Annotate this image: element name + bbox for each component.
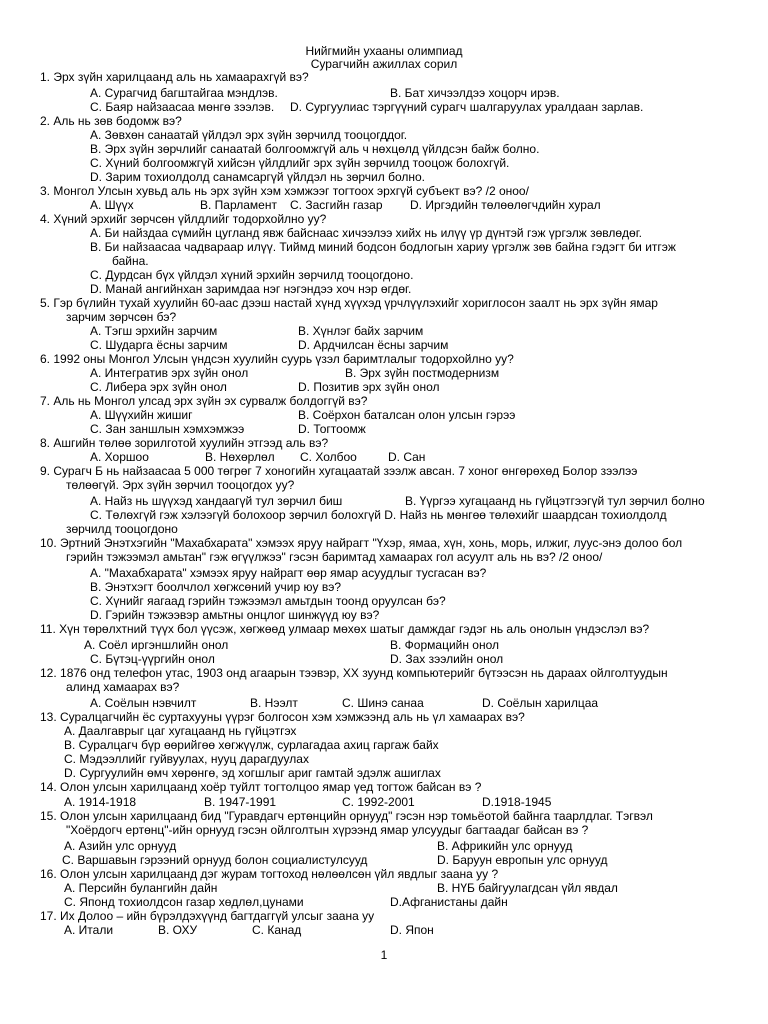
text-line: 13. Суралцагчийн ёс суртахууны үүрэг болгосон хэм хэмжээнд аль нь үл хамаарах вэ? [40,710,525,724]
text-line: B. Суралцагч бүр өөрийгөө хөгжүүлж, сурлагадаа ахиц гаргаж байх [64,738,439,752]
text-line: B. Нөхөрлөл [205,450,275,464]
text-line: D. Иргэдийн төлөөлөгчдийн хурал [410,198,601,212]
text-line: C. Шударга ёсны зарчим [90,338,228,352]
text-line: B. НҮБ байгуулагдсан үйл явдал [437,881,618,895]
text-line: A. "Махабхарата" хэмээх яруу найрагт өөр ямар асуудлыг тусгасан вэ? [90,566,487,580]
text-line: A. Соёлын нэвчилт [90,696,197,710]
text-line: B. Соёрхон баталсан олон улсын гэрээ [298,408,516,422]
text-line: B. ОХУ [158,923,198,937]
text-line: C. Бүтэц-үүргийн онол [90,652,215,666]
text-line: D. Соёлын харилцаа [482,696,599,710]
text-line: B. Нээлт [250,696,298,710]
text-line: A. Персийн булангийн дайн [64,881,218,895]
text-line: алинд хамаарах вэ? [66,680,180,694]
text-line: B. Бат хичээлдээ хоцорч ирэв. [390,86,560,100]
text-line: C. Японд тохиолдсон газар хөдлөл,цунами [64,895,304,909]
text-line: "Хоёрдогч ертөнц"-ийн орнууд гэсэн ойлголтын хүрээнд ямар улсуудыг багтаадаг байсан вэ ? [66,823,589,837]
text-line: C. Төлөхгүй гэж хэлээгүй болохоор зөрчил болохгүй D. Найз нь мөнгөө төлөхийг шаардсан тохиолдолд [90,508,667,522]
text-line: D. Сургуулийн өмч хөрөнгө, эд хогшлыг ариг гамтай эдэлж ашиглах [64,766,441,780]
text-line: байна. [112,254,149,268]
text-line: A. Шүүхийн жишиг [90,408,193,422]
text-line: 10. Эртний Энэтхэгийн "Махабхарата" хэмээх яруу найрагт "Үхэр, ямаа, хүн, хонь, морь, илжиг, луус-энэ долоо бол [40,536,683,550]
text-line: D. Зах зээлийн онол [390,652,504,666]
text-line: зөрчилд тооцогдоно [66,522,178,536]
text-line: C. 1992-2001 [342,795,415,809]
text-line: A. Найз нь шүүхэд хандаагүй тул зөрчил биш [90,494,343,508]
olympiad-title: Нийгмийн ухааны олимпиад [305,44,463,58]
text-line: C. Мэдээллийг гуйвуулах, нууц дарагдуулах [64,752,309,766]
text-line: C. Баяр найзаасаа мөнгө зээлэв. [90,100,275,114]
text-line: D. Зарим тохиолдолд санамсаргүй үйлдэл нь зөрчил болно. [90,170,426,184]
text-line: A. Интегратив эрх зүйн онол [90,366,249,380]
text-line: A. Итали [64,923,114,937]
text-line: A. Азийн улс орнууд [64,839,177,853]
text-line: 12. 1876 онд телефон утас, 1903 онд агаарын тээвэр, XX зуунд компьютерийг бүтээсэн нь дараах ойлголтуудын [40,666,668,680]
text-line: C. Либера эрх зүйн онол [90,380,227,394]
worksheet-subtitle: Сурагчийн ажиллах сорил [310,57,458,71]
text-line: A. Даалгаврыг цаг хугацаанд нь гүйцэтгэх [64,724,297,738]
text-line: 4. Хүний эрхийг зөрчсөн үйлдлийг тодорхойлно уу? [40,212,327,226]
text-line: A. Тэгш эрхийн зарчим [90,324,218,338]
text-line: A. Хоршоо [90,450,149,464]
text-line: A. Би найздаа сүмийн цугланд явж байснаас хичээлээ хийх нь илүү үр дүнтэй гэж үргэлж зөвлөдөг. [90,226,642,240]
text-line: зарчим зөрчсөн бэ? [66,310,177,324]
text-line: B. Би найзаасаа чадвараар илүү. Тиймд миний бодсон бодлогын хариу үргэлж зөв байна гэдэгт би итгэж [90,240,676,254]
text-line: C. Хүнийг яагаад гэрийн тэжээмэл амьтдын тоонд оруулсан бэ? [90,594,446,608]
text-line: 3. Монгол Улсын хувьд аль нь эрх зүйн хэм хэмжээг тогтоох эрхгүй субъект вэ? /2 оноо/ [40,184,529,198]
page-number: 1 [380,948,388,962]
text-line: B. Африкийн улс орнууд [437,839,573,853]
text-line: 16. Олон улсын харилцаанд дэг журам тогтоход нөлөөлсөн үйл явдлыг заана уу ? [40,867,499,881]
text-line: 17. Их Долоо – ийн бүрэлдэхүүнд багтдаггүй улсыг заана уу [40,909,375,923]
text-line: 11. Хүн төрөлхтний түүх бол үүсэж, хөгжөөд улмаар мөхөх шатыг дамждаг гэдэг нь аль онолын үндэслэл вэ? [40,622,650,636]
text-line: B. Эрх зүйн постмодернизм [345,366,500,380]
text-line: B. Энэтхэгт боолчлол хөгжсөний учир юу вэ? [90,580,342,594]
text-line: 1. Эрх зүйн харилцаанд аль нь хамаарахгүй вэ? [40,70,309,84]
text-line: B. Парламент [200,198,277,212]
text-line: 9. Сурагч Б нь найзаасаа 5 000 төгрөг 7 хоногийн хугацаатай зээлж авсан. 7 хоног өнгөрөхөд Болор зээлээ [40,464,638,478]
text-line: D. Манай ангийнхан заримдаа нэг нэгэндээ хоч нэр өгдөг. [90,282,412,296]
text-line: төлөөгүй. Эрх зүйн зөрчил тооцогдох уу? [66,478,295,492]
text-line: B. Хүнлэг байх зарчим [298,324,424,338]
text-line: D. Позитив эрх зүйн онол [298,380,440,394]
text-line: C. Засгийн газар [290,198,383,212]
text-line: C. Холбоо [300,450,357,464]
text-line: D. Япон [390,923,434,937]
text-line: B. Эрх зүйн зөрчлийг санаатай болгоомжгүй аль ч нөхцөлд үйлдсэн байж болно. [90,142,540,156]
text-line: C. Шинэ санаа [342,696,424,710]
text-line: C. Зан заншлын хэмхэмжээ [90,422,245,436]
text-line: D. Баруун европын улс орнууд [437,853,608,867]
text-line: 6. 1992 оны Монгол Улсын үндсэн хуулийн суурь үзэл баримтлалыг тодорхойлно уу? [40,352,514,366]
text-line: B. Формацийн онол [390,638,500,652]
text-line: 8. Ашгийн төлөө зорилготой хуулийн этгээд аль вэ? [40,436,329,450]
text-line: A. Шүүх [90,198,134,212]
text-line: D. Ардчилсан ёсны зарчим [298,338,449,352]
text-line: C. Канад [252,923,302,937]
text-line: D. Тогтоомж [298,422,366,436]
text-line: 14. Олон улсын харилцаанд хоёр туйлт тогтолцоо ямар үед тогтож байсан вэ ? [40,780,482,794]
text-line: A. Сурагчид багштайгаа мэндлэв. [90,86,278,100]
text-line: A. Зөвхөн санаатай үйлдэл эрх зүйн зөрчилд тооцогддог. [90,128,408,142]
text-line: B. Үүргээ хугацаанд нь гүйцэтгээгүй тул зөрчил болно [405,494,705,508]
text-line: A. Соёл иргэншлийн онол [84,638,229,652]
text-line: 2. Аль нь зөв бодомж вэ? [40,114,182,128]
text-line: D.Афганистаны дайн [390,895,508,909]
text-line: A. 1914-1918 [64,795,137,809]
text-line: 5. Гэр бүлийн тухай хуулийн 60-аас дээш настай хүнд хүүхэд үрчлүүлэхийг хориглосон заалт нь эрх зүйн ямар [40,296,658,310]
text-line: D. Гэрийн тэжээвэр амьтны онцлог шинжүүд юу вэ? [90,608,380,622]
text-line: D. Сан [388,450,426,464]
text-line: 7. Аль нь Монгол улсад эрх зүйн эх сурвалж болдоггүй вэ? [40,394,368,408]
text-line: 15. Олон улсын харилцаанд бид "Гуравдагч ертөнцийн орнууд" гэсэн нэр томьёотой байнга таарлдлаг. Тэгвэл [40,809,653,823]
text-line: B. 1947-1991 [204,795,277,809]
text-line: гэрийн тэжээмэл амьтан" гэж өгүүлжээ" гэсэн баримтад хамаарах гол асуулт аль нь вэ? /2 оноо/ [66,550,603,564]
text-line: C. Хүний болгоомжгүй хийсэн үйлдлийг эрх зүйн зөрчилд тооцож болохгүй. [90,156,510,170]
text-line: C. Дурдсан бүх үйлдэл хүний эрхийн зөрчилд тооцогдоно. [90,268,414,282]
text-line: D. Сургуулиас тэргүүний сурагч шалгаруулах уралдаан зарлав. [290,100,644,114]
text-line: C. Варшавын гэрээний орнууд болон социалистулсууд [62,853,368,867]
text-line: D.1918-1945 [482,795,552,809]
